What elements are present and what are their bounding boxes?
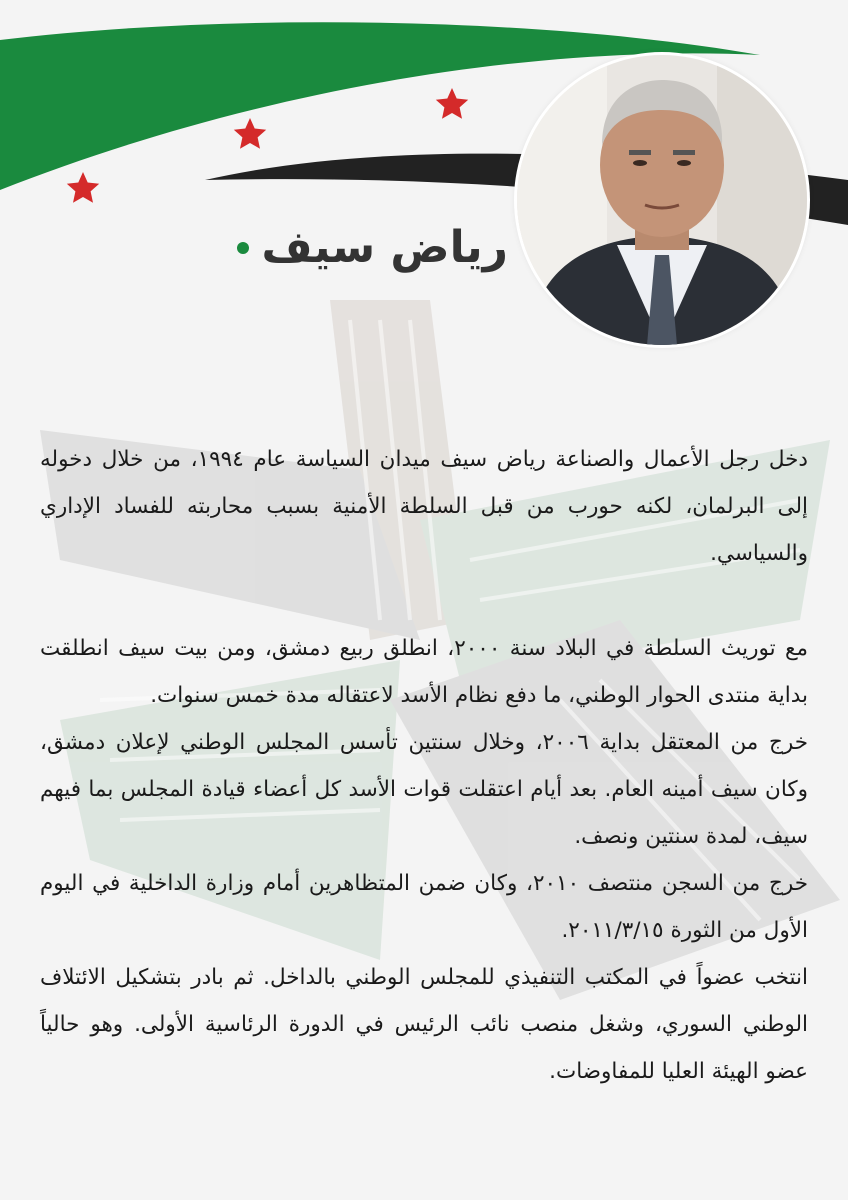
bio-paragraph: خرج من السجن منتصف ٢٠١٠، وكان ضمن المتظاهرين أمام وزارة الداخلية في اليوم الأول من الثورة ٢٠١١/٣/١٥.	[40, 871, 809, 943]
person-name: رياض سيف	[261, 222, 508, 273]
name-heading	[237, 222, 508, 273]
bullet-dot-icon	[237, 242, 249, 254]
flag-star-icon	[234, 118, 266, 149]
portrait-photo	[517, 55, 807, 345]
flag-star-icon	[436, 88, 468, 119]
flag-star-icon	[67, 172, 99, 203]
biography-text	[40, 436, 808, 1095]
bio-paragraph: مع توريث السلطة في البلاد سنة ٢٠٠٠، انطلق ربيع دمشق، ومن بيت سيف انطلقت بداية منتدى الحوار الوطني، ما دفع نظام الأسد لاعتقاله مدة خمس سنوات.	[40, 636, 808, 708]
bio-paragraph: دخل رجل الأعمال والصناعة رياض سيف ميدان السياسة عام ١٩٩٤، من خلال دخوله إلى البرلمان، لكنه حورب من قبل السلطة الأمنية بسبب محاربته للفساد الإداري والسياسي.	[40, 447, 808, 566]
bio-paragraph: خرج من المعتقل بداية ٢٠٠٦، وخلال سنتين تأسس المجلس الوطني لإعلان دمشق، وكان سيف أمينه العام. بعد أيام اعتقلت قوات الأسد كل أعضاء قيادة المجلس بما فيهم سيف، لمدة سنتين ونصف.	[40, 730, 808, 849]
bio-paragraph: انتخب عضواً في المكتب التنفيذي للمجلس الوطني بالداخل. ثم بادر بتشكيل الائتلاف الوطني السوري، وشغل منصب نائب الرئيس في الدورة الرئاسية الأولى. وهو حالياً عضو الهيئة العليا للمفاوضات.	[40, 965, 808, 1084]
